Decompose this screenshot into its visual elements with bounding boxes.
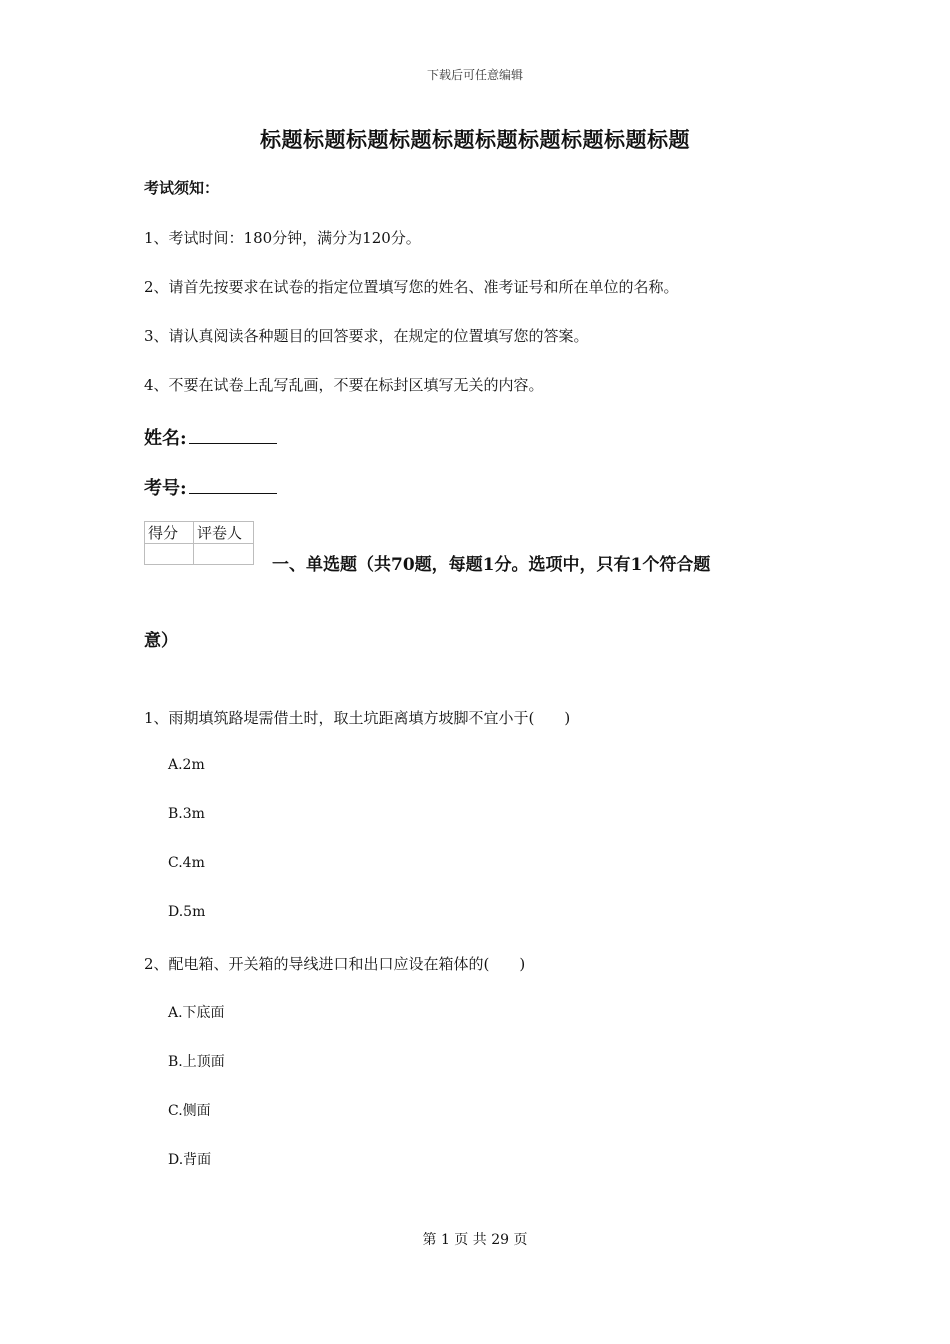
grader-cell[interactable] [194, 544, 254, 565]
answer-option[interactable]: D.背面 [168, 1152, 212, 1168]
answer-option[interactable]: D.5m [168, 904, 206, 920]
notice-item: 4、不要在试卷上乱写乱画，不要在标封区填写无关的内容。 [144, 376, 544, 394]
score-cell[interactable] [145, 544, 194, 565]
document-title: 标题标题标题标题标题标题标题标题标题标题 [260, 127, 690, 152]
answer-option[interactable]: B.3m [168, 806, 205, 822]
answer-option[interactable]: C.4m [168, 855, 205, 871]
notice-item: 2、请首先按要求在试卷的指定位置填写您的姓名、准考证号和所在单位的名称。 [144, 278, 679, 296]
section-heading-continued: 意） [144, 631, 178, 651]
notice-item: 1、考试时间：180分钟，满分为120分。 [144, 229, 421, 247]
answer-option[interactable]: B.上顶面 [168, 1054, 225, 1070]
notice-item: 3、请认真阅读各种题目的回答要求，在规定的位置填写您的答案。 [144, 327, 589, 345]
exam-id-label: 考号: [144, 478, 187, 499]
answer-option[interactable]: A.2m [168, 757, 205, 773]
name-blank-line[interactable] [189, 425, 277, 444]
section-heading: 一、单选题（共70题，每题1分。选项中，只有1个符合题 [272, 555, 711, 575]
grader-header: 评卷人 [194, 522, 254, 544]
answer-option[interactable]: A.下底面 [168, 1005, 225, 1021]
question-text: 1、雨期填筑路堤需借土时，取土坑距离填方坡脚不宜小于( ) [144, 709, 571, 727]
score-header: 得分 [145, 522, 194, 544]
notice-heading: 考试须知： [144, 179, 220, 197]
score-table [144, 521, 254, 565]
exam-id-field [144, 474, 277, 500]
header-note: 下载后可任意编辑 [426, 68, 523, 82]
name-field [144, 424, 277, 450]
page-number-footer: 第 1 页 共 29 页 [422, 1232, 528, 1248]
answer-option[interactable]: C.侧面 [168, 1103, 211, 1119]
question-text: 2、配电箱、开关箱的导线进口和出口应设在箱体的( ) [144, 955, 526, 973]
exam-id-blank-line[interactable] [189, 475, 277, 494]
name-label: 姓名: [144, 428, 187, 449]
